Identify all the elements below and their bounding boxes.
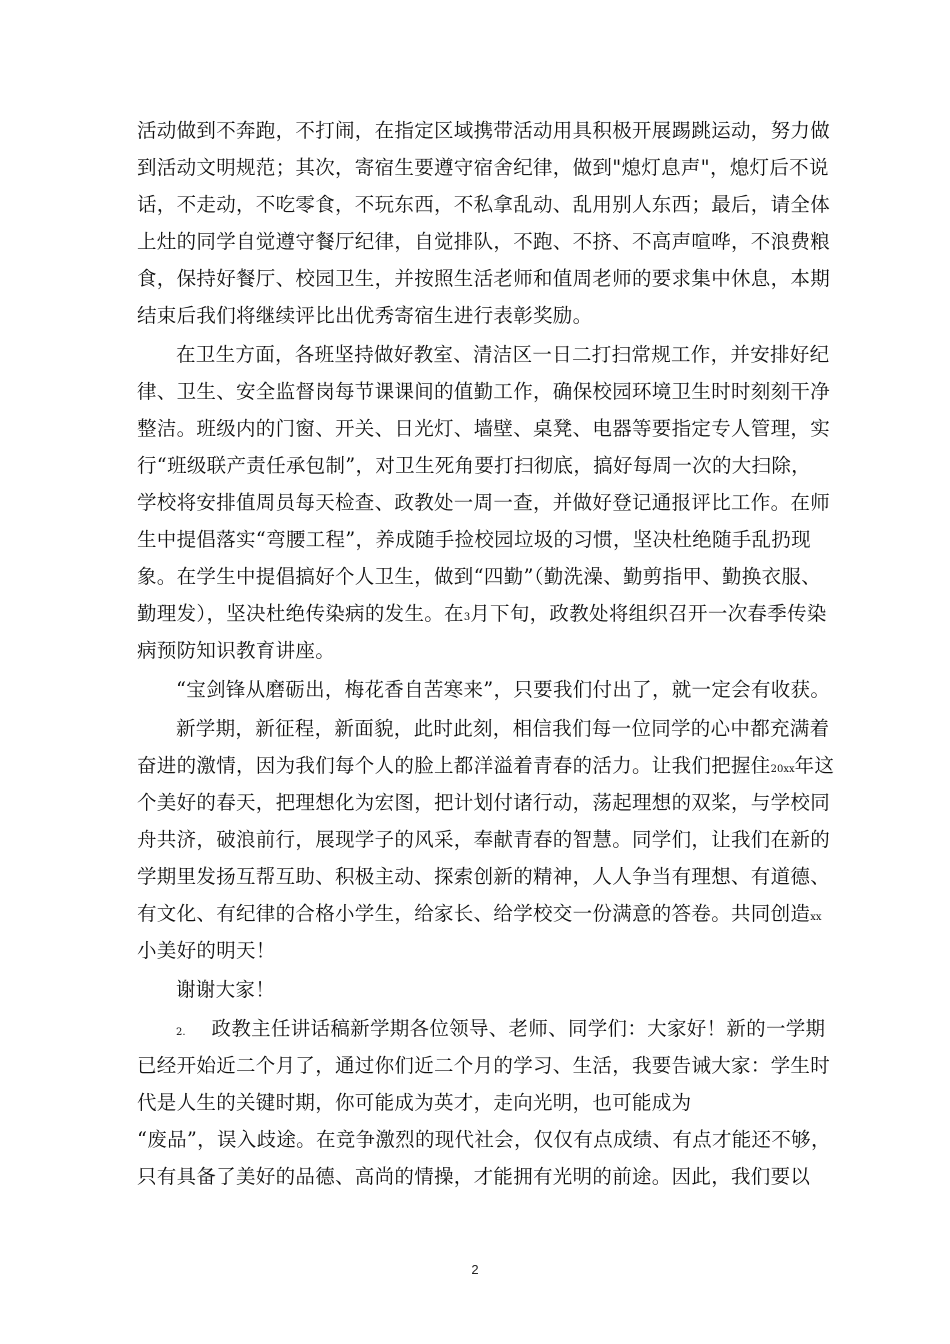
- text-line: 活动做到不奔跑，不打闹，在指定区域携带活动用具积极开展踢跳运动，努力做: [137, 119, 831, 142]
- text-line: 律、卫生、安全监督岗每节课课间的值勤工作，确保校园环境卫生时时刻刻干净: [137, 380, 831, 403]
- text-segment: 奋进的激情，因为我们每个人的脸上都洋溢着青春的活力。让我们把握住: [137, 754, 771, 777]
- text-segment: 有文化、有纪律的合格小学生，给家长、给学校交一份满意的答卷。共同创造: [137, 902, 811, 925]
- text-line: [137, 901, 837, 931]
- text-line: “宝剑锋从磨砺出，梅花香自苦寒来”，只要我们付出了，就一定会有收获。: [176, 678, 831, 701]
- text-line: 学期里发扬互帮互助、积极主动、探索创新的精神，人人争当有理想、有道德、: [137, 865, 831, 888]
- text-segment: 勤理发），坚决杜绝传染病的发生。在: [137, 602, 464, 625]
- text-line: 只有具备了美好的品德、高尚的情操，才能拥有光明的前途。因此，我们要以: [137, 1165, 811, 1188]
- text-line: 生中提倡落实“弯腰工程”，养成随手捡校园垃圾的习惯，坚决杜绝随手乱扔现: [137, 528, 811, 551]
- text-segment: 20xx: [770, 764, 795, 775]
- list-number: 2.: [176, 1027, 186, 1038]
- text-line: 已经开始近二个月了，通过你们近二个月的学习、生活，我要告诫大家：学生时: [137, 1054, 831, 1077]
- text-line: 上灶的同学自觉遵守餐厅纪律，自觉排队，不跑、不挤、不高声喧哗，不浪费粮: [137, 230, 831, 253]
- text-segment: 3: [463, 612, 471, 623]
- text-line: 谢谢大家！: [176, 978, 276, 1001]
- page-number: 2: [471, 1262, 479, 1277]
- text-line: 行“班级联产责任承包制”，对卫生死角要打扫彻底，搞好每周一次的大扫除，: [137, 454, 811, 477]
- text-line: 象。在学生中提倡搞好个人卫生，做到“四勤”（勤洗澡、勤剪指甲、勤换衣服、: [137, 565, 821, 588]
- text-line: 话，不走动，不吃零食，不玩东西，不私拿乱动、乱用别人东西；最后，请全体: [137, 193, 831, 216]
- text-line: 舟共济，破浪前行，展现学子的风采，奉献青春的智慧。同学们，让我们在新的: [137, 828, 831, 851]
- text-segment: 月下旬，政教处将组织召开一次春季传染: [470, 602, 827, 625]
- text-line: 病预防知识教育讲座。: [137, 639, 336, 662]
- text-line: 代是人生的关键时期，你可能成为英才，走向光明，也可能成为: [137, 1091, 692, 1114]
- text-line: 个美好的春天，把理想化为宏图，把计划付诸行动，荡起理想的双桨，与学校同: [137, 791, 831, 814]
- text-line: 小美好的明天！: [137, 939, 276, 962]
- text-line: 在卫生方面，各班坚持做好教室、清洁区一日二打扫常规工作，并安排好纪: [176, 343, 830, 366]
- text-line: 食，保持好餐厅、校园卫生，并按照生活老师和值周老师的要求集中休息，本期: [137, 267, 831, 290]
- text-line: [176, 1016, 876, 1046]
- text-line: “废品”，误入歧途。在竞争激烈的现代社会，仅仅有点成绩、有点才能还不够，: [137, 1128, 831, 1151]
- text-line: 结束后我们将继续评比出优秀寄宿生进行表彰奖励。: [137, 304, 593, 327]
- text-segment: 政教主任讲话稿新学期各位领导、老师、同学们：大家好！新的一学期: [211, 1017, 826, 1040]
- text-line: [137, 601, 837, 631]
- text-line: [137, 753, 837, 783]
- text-line: 新学期，新征程，新面貌，此时此刻，相信我们每一位同学的心中都充满着: [176, 717, 830, 740]
- text-segment: xx: [810, 912, 822, 923]
- text-line: 学校将安排值周员每天检查、政教处一周一查，并做好登记通报评比工作。在师: [137, 491, 831, 514]
- text-segment: 年这: [794, 754, 835, 777]
- text-line: 整洁。班级内的门窗、开关、日光灯、墙壁、桌凳、电器等要指定专人管理，实: [137, 417, 831, 440]
- text-line: 到活动文明规范；其次，寄宿生要遵守宿舍纪律，做到"熄灯息声"，熄灯后不说: [137, 156, 829, 179]
